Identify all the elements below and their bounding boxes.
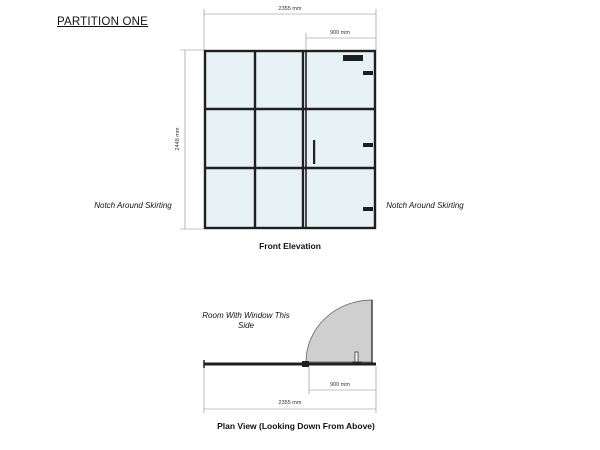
hinge-top xyxy=(363,71,373,75)
hinge-bottom xyxy=(363,207,373,211)
note-left-skirting: Notch Around Skirting xyxy=(94,201,172,210)
note-room-window: Room With Window This Side xyxy=(202,311,290,330)
plan-door-width-dimension xyxy=(309,366,376,394)
plan-view-heading: Plan View (Looking Down From Above) xyxy=(217,421,375,431)
front-elevation-heading: Front Elevation xyxy=(259,241,321,251)
height-label: 2448 mm xyxy=(175,127,181,151)
glass-panes xyxy=(206,52,374,227)
partition-title: PARTITION ONE xyxy=(57,16,148,28)
height-dimension xyxy=(180,50,204,229)
plan-overall-width-dimension xyxy=(204,368,376,413)
door-closer xyxy=(343,55,363,61)
plan-door-width-label: 900 mm xyxy=(330,382,350,388)
note-right-skirting: Notch Around Skirting xyxy=(386,201,464,210)
door-width-label: 900 mm xyxy=(330,30,350,36)
door-swing-arc xyxy=(306,300,372,362)
hinge-middle xyxy=(363,143,373,147)
overall-width-label: 2355 mm xyxy=(278,6,302,12)
plan-overall-width-label: 2355 mm xyxy=(278,400,302,406)
door-handle xyxy=(313,140,315,164)
